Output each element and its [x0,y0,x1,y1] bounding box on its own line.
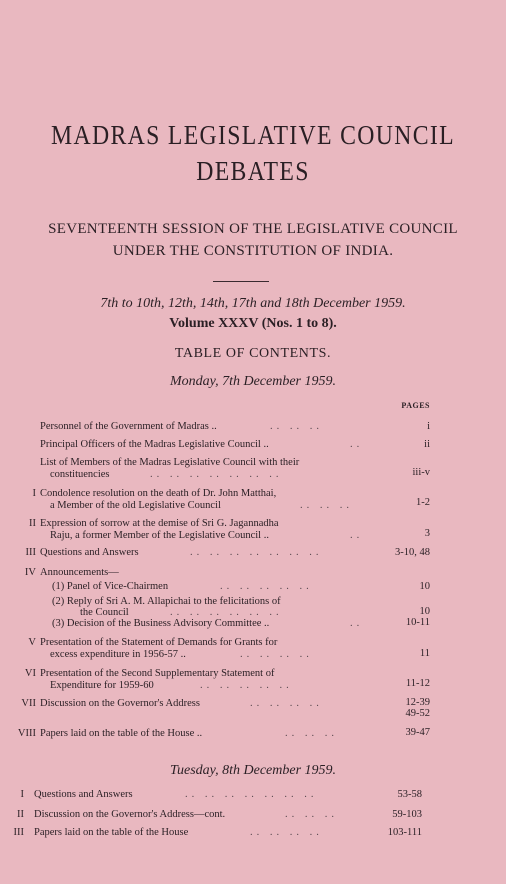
leader-dots: .. .. .. [270,421,323,432]
day-heading-monday: Monday, 7th December 1959. [169,374,337,389]
toc-entry-number: III [13,827,24,838]
leader-dots: .. .. .. .. .. .. .. [185,789,318,800]
leader-dots: .. .. .. [285,728,338,739]
toc-entry-title: Discussion on the Governor's Address [40,698,200,709]
toc-entry-title: Papers laid on the table of the House [34,827,189,838]
toc-entry-page: 11-12 [405,678,430,689]
toc-entry-page: 11 [419,648,430,659]
toc-entry-number: II [29,518,36,529]
toc-entry-title: Presentation of the Statement of Demands for Grants for [40,637,278,648]
toc-entry-number: V [28,637,36,648]
toc-entry-title: Principal Officers of the Madras Legislative Council .. [40,439,269,450]
toc-entry-page-continued: 49-52 [405,708,430,719]
leader-dots: .. [350,618,364,629]
toc-entry-title: Papers laid on the table of the House .. [40,728,203,739]
toc-entry-title-cont: Raju, a former Member of the Legislative Council .. [50,530,269,541]
toc-entry-title: Expression of sorrow at the demise of Sri G. Jagannadha [40,518,279,529]
toc-entry-title: (1) Panel of Vice-Chairmen [52,581,169,592]
toc-entry-title-cont: Expenditure for 1959-60 [50,680,154,691]
toc-entry-title: (2) Reply of Sri A. M. Allapichai to the felicitations of [52,596,281,607]
leader-dots: .. .. .. [300,500,353,511]
toc-entry-page: 53-58 [397,789,422,800]
toc-entry-number: III [25,547,36,558]
toc-entry-title-cont: the Council [80,607,129,618]
toc-entry-title: Condolence resolution on the death of Dr. John Matthai, [40,488,277,499]
day-heading-tuesday: Tuesday, 8th December 1959. [169,763,337,778]
toc-entry-number: I [32,488,36,499]
divider-rule [213,281,269,282]
toc-entry-number: VIII [17,728,36,739]
toc-entry-page: 3 [424,528,430,539]
toc-entry-title: Discussion on the Governor's Address—cont. [34,809,226,820]
toc-entry-page: 3-10, 48 [395,547,430,558]
toc-entry-title-cont: excess expenditure in 1956-57 .. [50,649,186,660]
toc-entry-page: 39-47 [405,727,430,738]
toc-entry-number: II [17,809,24,820]
leader-dots: .. .. .. .. .. .. .. [150,469,283,480]
toc-entry-number: VI [24,668,36,679]
leader-dots: .. .. .. .. .. [220,581,313,592]
toc-entry-title: Presentation of the Second Supplementary Statement of [40,668,275,679]
toc-entry-title: Questions and Answers [40,547,139,558]
table-of-contents-heading: TABLE OF CONTENTS. [174,346,332,361]
leader-dots: .. .. .. .. .. .. [170,607,283,618]
toc-entry-title: Personnel of the Government of Madras .. [40,421,217,432]
toc-entry-page: ii [424,439,430,450]
toc-entry-title: List of Members of the Madras Legislative Council with their [40,457,300,468]
document-title-line-2: DEBATES [196,156,310,186]
toc-entry-page: i [427,421,430,432]
leader-dots: .. .. .. .. .. .. .. [190,547,323,558]
volume-label: Volume XXXV (Nos. 1 to 8). [169,316,337,331]
session-dates: 7th to 10th, 12th, 14th, 17th and 18th December 1959. [100,296,406,311]
toc-entry-title-cont: a Member of the old Legislative Council [50,500,221,511]
toc-entry-number: IV [24,567,36,578]
leader-dots: .. [350,530,364,541]
toc-entry-title: (3) Decision of the Business Advisory Committee .. [52,618,270,629]
leader-dots: .. .. .. .. [240,649,313,660]
toc-entry-page: iii-v [412,467,430,478]
document-title-line-1: MADRAS LEGISLATIVE COUNCIL [51,120,455,150]
leader-dots: .. .. .. [285,809,338,820]
toc-entry-page: 59-103 [392,809,422,820]
toc-entry-title: Announcements— [40,567,119,578]
pages-column-heading: PAGES [401,401,430,410]
leader-dots: .. .. .. .. .. [200,680,293,691]
toc-entry-page: 103-111 [387,827,422,838]
toc-entry-title-cont: constituencies [50,469,110,480]
leader-dots: .. [350,439,364,450]
toc-entry-number: VII [21,698,36,709]
toc-entry-page: 12-39 [405,697,430,708]
leader-dots: .. .. .. .. [250,698,323,709]
toc-entry-page: 1-2 [416,497,430,508]
toc-entry-number: I [20,789,24,800]
session-subtitle-line-2: UNDER THE CONSTITUTION OF INDIA. [112,243,394,259]
toc-entry-page: 10 [419,606,430,617]
toc-entry-page: 10-11 [405,617,430,628]
toc-entry-title: Questions and Answers [34,789,133,800]
session-subtitle-line-1: SEVENTEENTH SESSION OF THE LEGISLATIVE COUNCIL [48,221,458,237]
leader-dots: .. .. .. .. [250,827,323,838]
toc-entry-page: 10 [419,581,430,592]
